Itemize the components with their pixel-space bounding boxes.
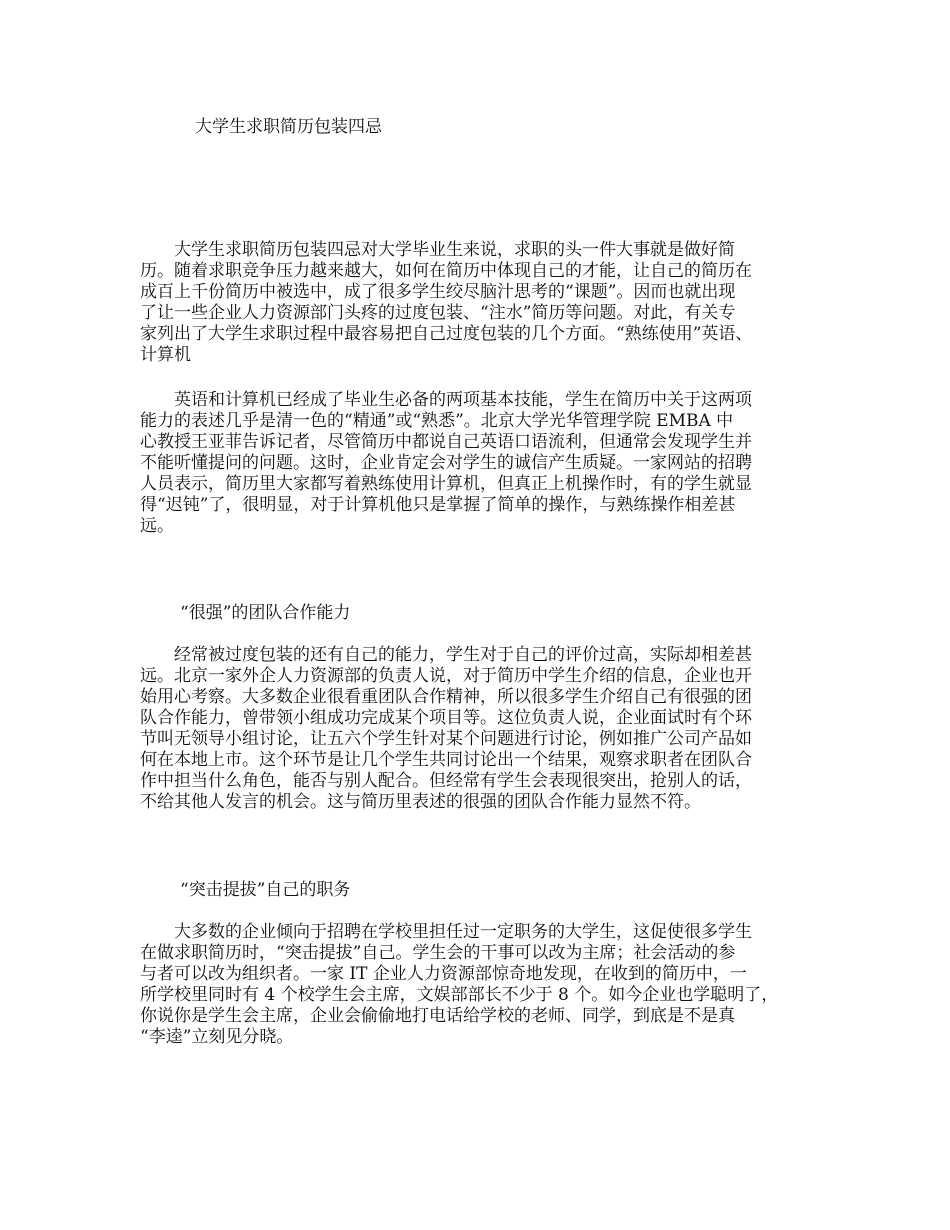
section-heading-promotion: “突击提拔”自己的职务 xyxy=(180,880,351,900)
text-line: 得“迟钝”了，很明显，对于计算机他只是掌握了简单的操作，与熟练操作相差甚 xyxy=(140,495,736,515)
text-line: 成百上千份简历中被选中，成了很多学生绞尽脑汁思考的“课题”。因而也就出现 xyxy=(140,282,736,302)
text-line: 人员表示，简历里大家都写着熟练使用计算机，但真正上机操作时，有的学生就显 xyxy=(140,474,752,494)
text-line: 大学生求职简历包装四忌对大学毕业生来说，求职的头一件大事就是做好简 xyxy=(140,240,735,260)
text-line: 与者可以改为组织者。一家 IT 企业人力资源部惊奇地发现，在收到的简历中，一 xyxy=(140,964,747,984)
text-line: 你说你是学生会主席，企业会偷偷地打电话给学校的老师、同学，到底是不是真 xyxy=(140,1006,735,1026)
text-line: 了让一些企业人力资源部门头疼的过度包装、“注水”简历等问题。对此，有关专 xyxy=(140,303,736,323)
section-heading-teamwork: “很强”的团队合作能力 xyxy=(180,603,351,623)
text-line: 不能听懂提问的问题。这时，企业肯定会对学生的诚信产生质疑。一家网站的招聘 xyxy=(140,453,752,473)
text-line: 心教授王亚菲告诉记者，尽管简历中都说自己英语口语流利，但通常会发现学生并 xyxy=(140,432,752,452)
text-line: 计算机 xyxy=(140,345,191,365)
text-line: 历。随着求职竞争压力越来越大，如何在简历中体现自己的才能，让自己的简历在 xyxy=(140,261,752,281)
text-line: 大多数的企业倾向于招聘在学校里担任过一定职务的大学生，这促使很多学生 xyxy=(140,922,752,942)
document-title: 大学生求职简历包装四忌 xyxy=(195,117,382,137)
paragraph-teamwork xyxy=(140,645,830,813)
text-line: 作中担当什么角色，能否与别人配合。但经常有学生会表现很突出，抢别人的话， xyxy=(140,771,752,791)
text-line: 不给其他人发言的机会。这与简历里表述的很强的团队合作能力显然不符。 xyxy=(140,792,701,812)
paragraph-english-computer xyxy=(140,390,830,537)
text-line: 始用心考察。大多数企业很看重团队合作精神，所以很多学生介绍自己有很强的团 xyxy=(140,687,752,707)
text-line: 所学校里同时有 4 个校学生会主席，文娱部部长不少于 8 个。如今企业也学聪明了， xyxy=(140,985,779,1005)
text-line: “李逵”立刻见分晓。 xyxy=(140,1027,294,1047)
text-line: 何在本地上市。这个环节是让几个学生共同讨论出一个结果，观察求职者在团队合 xyxy=(140,750,752,770)
text-line: 能力的表述几乎是清一色的“精通”或“熟悉”。北京大学光华管理学院 EMBA 中 xyxy=(140,411,734,431)
paragraph-intro xyxy=(140,240,830,366)
text-line: 经常被过度包装的还有自己的能力，学生对于自己的评价过高，实际却相差甚 xyxy=(140,645,752,665)
text-line: 队合作能力，曾带领小组成功完成某个项目等。这位负责人说，企业面试时有个环 xyxy=(140,708,752,728)
text-line: 远。北京一家外企人力资源部的负责人说，对于简历中学生介绍的信息，企业也开 xyxy=(140,666,752,686)
text-line: 节叫无领导小组讨论，让五六个学生针对某个问题进行讨论，例如推广公司产品如 xyxy=(140,729,752,749)
text-line: 远。 xyxy=(140,516,174,536)
text-line: 在做求职简历时，“突击提拔”自己。学生会的干事可以改为主席；社会活动的参 xyxy=(140,943,736,963)
text-line: 家列出了大学生求职过程中最容易把自己过度包装的几个方面。“熟练使用”英语、 xyxy=(140,324,753,344)
text-line: 英语和计算机已经成了毕业生必备的两项基本技能，学生在简历中关于这两项 xyxy=(140,390,752,410)
paragraph-promotion xyxy=(140,922,830,1048)
